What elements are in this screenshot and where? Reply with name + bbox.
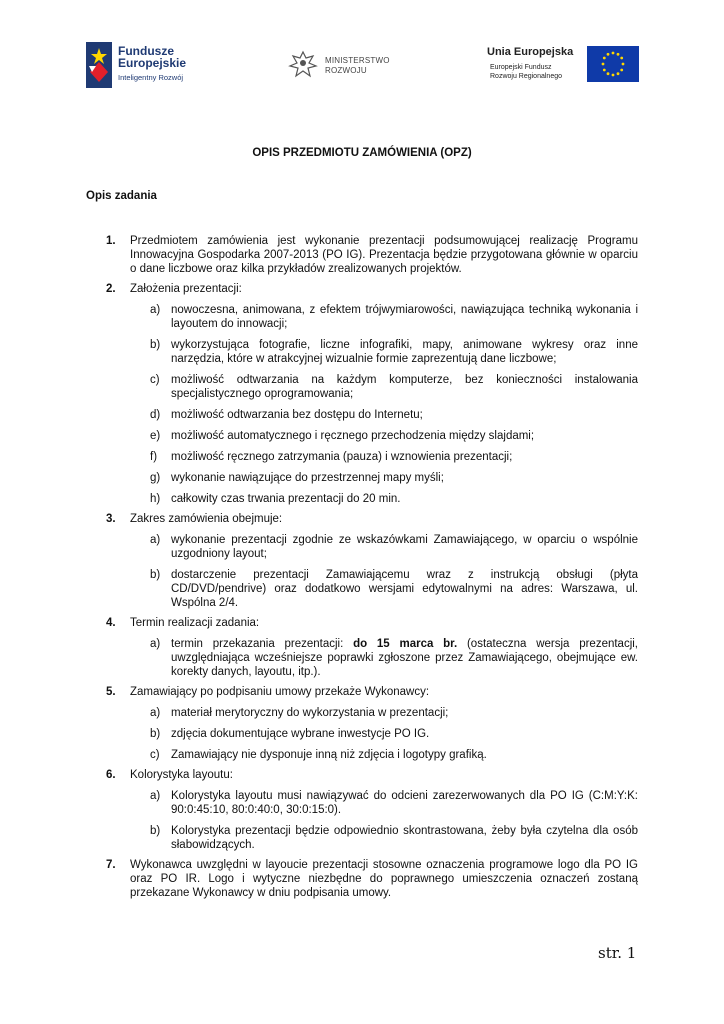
sub-letter: a) — [150, 790, 161, 802]
sub-text: dostarczenie prezentacji Zamawiającemu wraz z instrukcją obsługi (płyta CD/DVD/pendrive) oraz dodatkowo wersjami edytowalnymi na adres: Warszawa, ul. Wspólna 2/4. — [171, 569, 638, 609]
item-text: Przedmiotem zamówienia jest wykonanie prezentacji podsumowującej realizację Programu Innowacyjna Gospodarka 2007-2013 (PO IG). Prezentacja będzie przygotowana głównie w oparciu o dane liczbowe oraz kilka przykładów zrealizowanych projektów. — [130, 235, 638, 275]
sub-text: materiał merytoryczny do wykorzystania w prezentacji; — [171, 707, 449, 719]
sub-text: całkowity czas trwania prezentacji do 20 min. — [171, 493, 401, 505]
sub-text: możliwość automatycznego i ręcznego przechodzenia między slajdami; — [171, 430, 535, 442]
item-text: Zakres zamówienia obejmuje: — [130, 513, 283, 525]
sub-item — [86, 450, 638, 464]
item-number: 4. — [106, 617, 116, 629]
sub-text: wykonanie prezentacji zgodnie ze wskazówkami Zamawiającego, w oparciu o wspólnie uzgodniony layout; — [171, 534, 638, 560]
list-item — [86, 858, 638, 900]
sub-item — [86, 789, 638, 817]
fundusze-europejskie-logo — [86, 42, 216, 90]
sub-text: Zamawiający nie dysponuje inną niż zdjęcia i logotypy grafiką. — [171, 749, 487, 761]
item-text: Termin realizacji zadania: — [130, 617, 260, 629]
sub-item — [86, 338, 638, 366]
deadline-date: do 15 marca br. — [353, 638, 458, 650]
sub-text: Kolorystyka layoutu musi nawiązywać do odcieni zarezerwowanych dla PO IG (C:M:Y:K: 90:0:45:10, 80:0:40:0, 30:0:15:0). — [171, 790, 638, 816]
sub-text: możliwość ręcznego zatrzymania (pauza) i wznowienia prezentacji; — [171, 451, 513, 463]
list-item — [86, 616, 638, 630]
sub-letter: h) — [150, 493, 161, 505]
sub-item — [86, 727, 638, 741]
list-item — [86, 685, 638, 699]
sub-item — [86, 824, 638, 852]
requirements-list — [86, 234, 638, 906]
section-heading: Opis zadania — [86, 190, 157, 202]
sub-letter: g) — [150, 472, 161, 484]
sub-item — [86, 637, 638, 679]
sub-text: Kolorystyka prezentacji będzie odpowiednio skontrastowana, żeby była czytelna dla osób słabowidzących. — [171, 825, 638, 851]
sub-letter: a) — [150, 638, 161, 650]
sub-letter: e) — [150, 430, 161, 442]
sub-letter: b) — [150, 339, 161, 351]
sub-text: możliwość odtwarzania na każdym komputerze, bez konieczności instalowania specjalistycznego oprogramowania; — [171, 374, 638, 400]
sub-item — [86, 429, 638, 443]
list-item — [86, 234, 638, 276]
sub-item — [86, 533, 638, 561]
sub-item — [86, 471, 638, 485]
ministerstwo-rozwoju-logo — [286, 48, 406, 88]
sub-item — [86, 303, 638, 331]
sub-letter: b) — [150, 569, 161, 581]
sub-text: wykorzystująca fotografie, liczne infografiki, mapy, animowane wykresy oraz inne narzędzia, które w atrakcyjnej wizualnie formie zaprezentują dane liczbowe; — [171, 339, 638, 365]
sub-text: (ostateczna wersja prezentacji, uwzględniająca wcześniejsze poprawki zgłoszone przez Zamawiającego, obejmujące ew. korekty danych, layoutu, itp.). — [171, 638, 639, 678]
item-number: 7. — [106, 859, 116, 871]
sub-item — [86, 408, 638, 422]
sub-letter: d) — [150, 409, 161, 421]
sub-letter: a) — [150, 304, 161, 316]
ue-subtitle: Europejski Fundusz Rozwoju Regionalnego — [490, 64, 562, 80]
sub-item — [86, 568, 638, 610]
list-item — [86, 768, 638, 782]
sub-letter: c) — [150, 749, 160, 761]
sub-text: nowoczesna, animowana, z efektem trójwymiarowości, nawiązująca techniką wykonania i layoutem do innowacji; — [171, 304, 638, 330]
fe-subtitle: Inteligentny Rozwój — [118, 73, 184, 82]
item-number: 2. — [106, 283, 116, 295]
sub-text: możliwość odtwarzania bez dostępu do Internetu; — [171, 409, 423, 421]
sub-item — [86, 492, 638, 506]
sub-item — [86, 706, 638, 720]
sub-text: wykonanie nawiązujące do przestrzennej mapy myśli; — [171, 472, 444, 484]
eu-flag-icon — [587, 46, 639, 82]
eagle-icon — [286, 48, 320, 82]
page-number: str. 1 — [598, 944, 637, 962]
item-text: Założenia prezentacji: — [130, 283, 242, 295]
sub-letter: a) — [150, 707, 161, 719]
fe-title: Fundusze Europejskie — [118, 44, 187, 70]
item-text: Kolorystyka layoutu: — [130, 769, 233, 781]
item-number: 6. — [106, 769, 116, 781]
fe-star-icon — [86, 42, 112, 88]
list-item — [86, 282, 638, 296]
item-number: 1. — [106, 235, 116, 247]
sub-letter: b) — [150, 728, 161, 740]
sub-letter: f) — [150, 451, 158, 463]
ue-title: Unia Europejska — [487, 46, 574, 58]
sub-letter: b) — [150, 825, 161, 837]
sub-text: termin przekazania prezentacji: — [171, 638, 354, 650]
item-number: 5. — [106, 686, 116, 698]
sub-item — [86, 748, 638, 762]
list-item — [86, 512, 638, 526]
unia-europejska-logo — [487, 46, 639, 90]
document-title: OPIS PRZEDMIOTU ZAMÓWIENIA (OPZ) — [252, 147, 472, 159]
item-text: Wykonawca uwzględni w layoucie prezentacji stosowne oznaczenia programowe logo dla PO IG oraz PO IR. Logo i wytyczne niezbędne do poprawnego umieszczenia oznaczeń zostaną przekazane Wykonawcy w dniu podpisania umowy. — [130, 859, 638, 899]
item-number: 3. — [106, 513, 116, 525]
sub-text: zdjęcia dokumentujące wybrane inwestycje PO IG. — [171, 728, 430, 740]
logo-bar — [0, 38, 724, 98]
sub-letter: c) — [150, 374, 160, 386]
sub-item — [86, 373, 638, 401]
item-text: Zamawiający po podpisaniu umowy przekaże Wykonawcy: — [130, 686, 430, 698]
sub-letter: a) — [150, 534, 161, 546]
mr-text: MINISTERSTWO ROZWOJU — [325, 56, 390, 75]
